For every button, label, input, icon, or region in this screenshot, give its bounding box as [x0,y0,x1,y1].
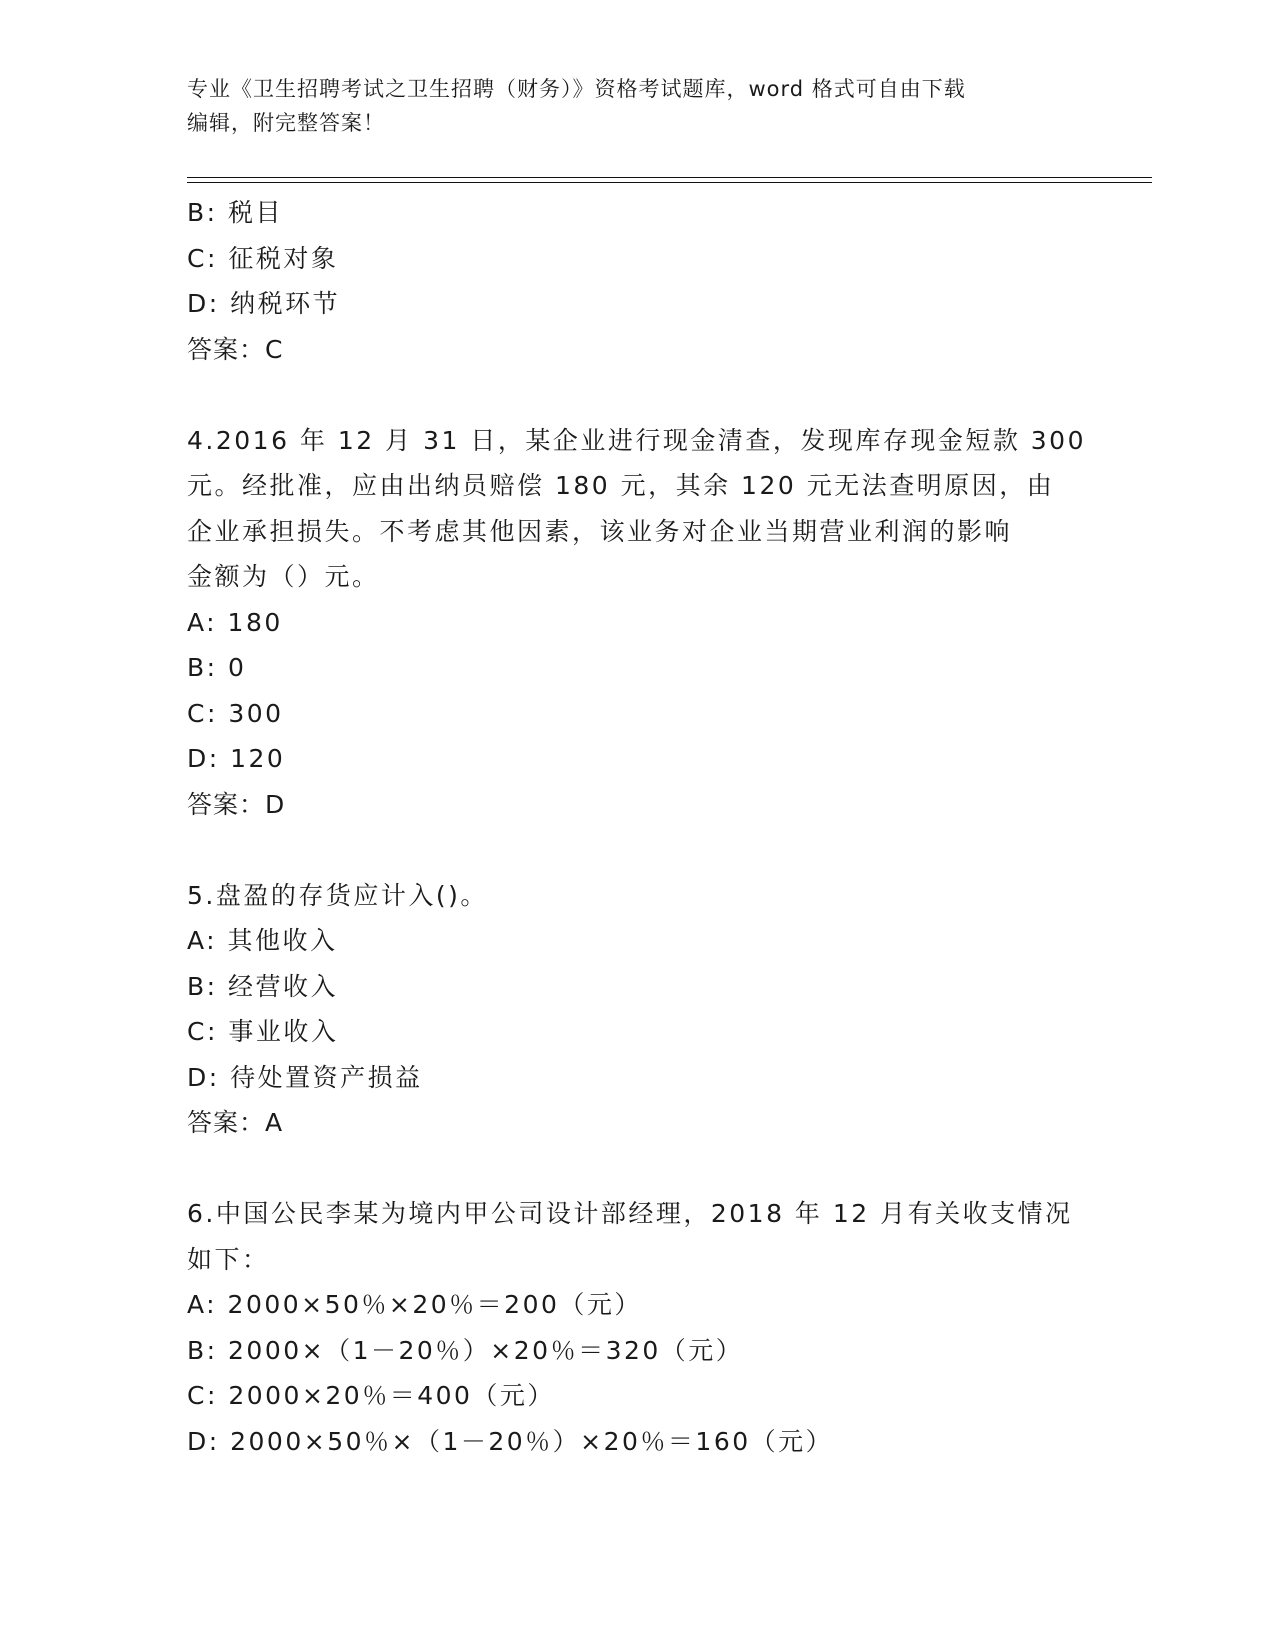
q3-option-d: D: 纳税环节 [187,289,341,318]
header-rule-top [187,177,1152,178]
q6-stem-line-2: 如下： [187,1244,270,1274]
q5-answer: 答案：A [187,1108,284,1137]
q5-option-d: D: 待处置资产损益 [187,1062,423,1092]
header-rule-bottom [187,182,1152,183]
q5-option-a: A: 其他收入 [187,926,338,955]
q5-stem-line-1: 5.盘盈的存货应计入()。 [187,880,488,910]
question-4 [187,418,1087,828]
q4-stem-line-3: 企业承担损失。不考虑其他因素，该业务对企业当期营业利润的影响 [187,516,1013,546]
question-5 [187,873,1087,1146]
header-line-1: 专业《卫生招聘考试之卫生招聘（财务）》资格考试题库，word 格式可自由下载 [187,77,966,101]
q4-option-c: C: 300 [187,698,284,728]
q4-answer: 答案：D [187,789,286,819]
q6-option-a: A: 2000×50％×20％＝200（元） [187,1290,642,1319]
spacer [187,827,1087,873]
q6-option-c: C: 2000×20％＝400（元） [187,1381,555,1410]
header-line-2: 编辑，附完整答案！ [187,111,385,135]
question-list [187,190,1087,1464]
page-header [187,72,1067,140]
spacer [187,1146,1087,1192]
q3-option-b: B: 税目 [187,198,284,227]
q4-option-a: A: 180 [187,607,283,637]
q4-stem-line-2: 元。经批准，应由出纳员赔偿 180 元，其余 120 元无法查明原因，由 [187,471,1055,500]
q3-option-c: C: 征税对象 [187,243,339,273]
question-3-continued [187,190,1087,372]
q5-option-c: C: 事业收入 [187,1017,339,1046]
q6-option-b: B: 2000×（1－20％）×20％＝320（元） [187,1335,744,1365]
question-6 [187,1191,1087,1464]
q3-answer: 答案：C [187,334,284,364]
q4-option-b: B: 0 [187,653,247,682]
spacer [187,372,1087,418]
q6-option-d: D: 2000×50％×（1－20％）×20％＝160（元） [187,1426,834,1456]
q4-option-d: D: 120 [187,744,286,773]
q4-stem-line-1: 4.2016 年 12 月 31 日，某企业进行现金清查，发现库存现金短款 300 [187,425,1086,455]
q4-stem-line-4: 金额为（）元。 [187,562,380,591]
q5-option-b: B: 经营收入 [187,971,339,1001]
q6-stem-line-1: 6.中国公民李某为境内甲公司设计部经理，2018 年 12 月有关收支情况 [187,1199,1073,1228]
